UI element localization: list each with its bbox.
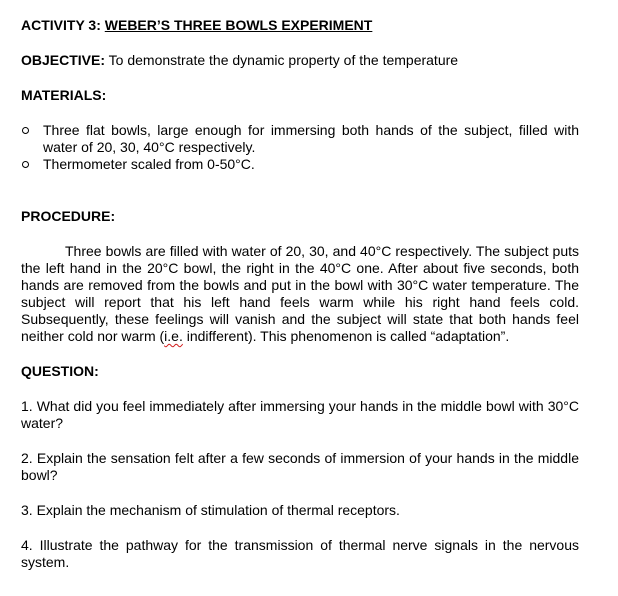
- question-item: 3. Explain the mechanism of stimulation of thermal receptors.: [21, 502, 400, 518]
- procedure-text-before: Three bowls are filled with water of 20, 30, and 40°C respectively. The subject puts the left hand in the 20°C bowl, the right in the 40°C one. After about five seconds, both hands are removed from the bowls and put in the bowl with 30°C water temperature. The subject will report that his left hand feels warm while his right hand feels cold. Subsequently, these feelings will vanish and the subject will state that both hands feel neither cold nor warm (: [21, 243, 579, 344]
- objective-label: OBJECTIVE:: [21, 52, 106, 68]
- procedure-text-after: indifferent). This phenomenon is called “adaptation”.: [182, 328, 510, 344]
- objective-text: To demonstrate the dynamic property of the temperature: [105, 52, 459, 68]
- bullet-circle-icon: [22, 127, 29, 134]
- activity-prefix: ACTIVITY 3:: [21, 17, 105, 33]
- question-heading: QUESTION:: [21, 363, 99, 379]
- materials-item-text: Thermometer scaled from 0-50°C.: [43, 156, 255, 172]
- bullet-circle-icon: [22, 161, 29, 168]
- procedure-heading: PROCEDURE:: [21, 208, 116, 224]
- activity-title: WEBER’S THREE BOWLS EXPERIMENT: [104, 17, 373, 33]
- objective-line: [21, 52, 579, 69]
- materials-item: [21, 156, 579, 173]
- question-item: 1. What did you feel immediately after immersing your hands in the middle bowl with 30°C water?: [21, 398, 579, 431]
- question-item: 4. Illustrate the pathway for the transmission of thermal nerve signals in the nervous system.: [21, 537, 579, 570]
- procedure-paragraph: [21, 243, 579, 345]
- question-item: 2. Explain the sensation felt after a few seconds of immersion of your hands in the middle bowl?: [21, 450, 579, 483]
- document-page: [21, 17, 579, 571]
- materials-item-text: Three flat bowls, large enough for immersing both hands of the subject, filled with water of 20, 30, 40°C respectively.: [43, 122, 579, 155]
- spellcheck-flagged-word: i.e.: [164, 328, 183, 344]
- materials-list: [21, 122, 579, 173]
- materials-item: [21, 122, 579, 156]
- materials-heading: MATERIALS:: [21, 87, 107, 103]
- activity-heading: [21, 17, 579, 34]
